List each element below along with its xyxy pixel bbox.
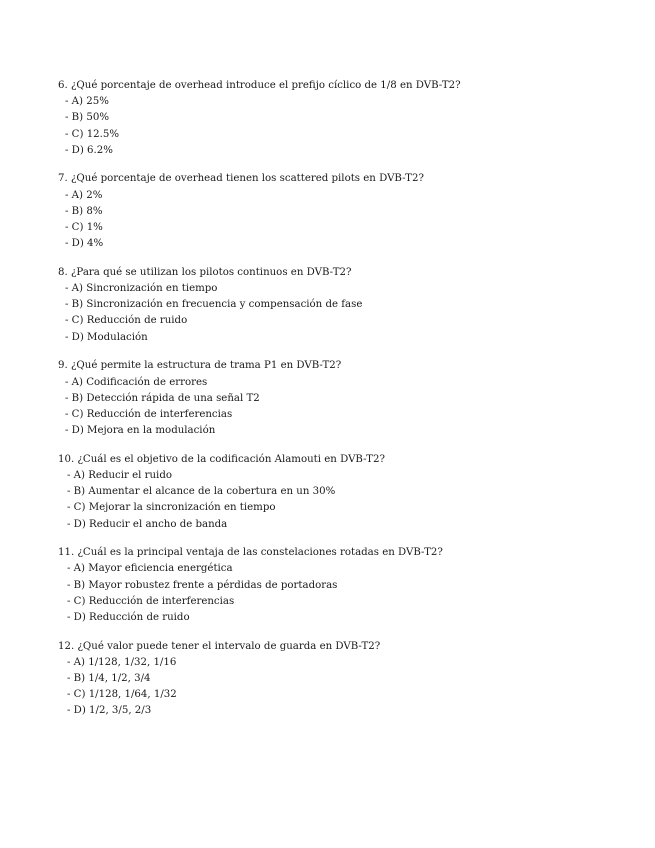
option-b: - B) Detección rápida de una señal T2 xyxy=(65,392,260,404)
question-11 xyxy=(58,545,638,626)
option-d: - D) 1/2, 3/5, 2/3 xyxy=(67,705,152,717)
question-6 xyxy=(58,78,638,159)
option-b: - B) 1/4, 1/2, 3/4 xyxy=(67,673,151,684)
question-title: 11. ¿Cuál es la principal ventaja de las constelaciones rotadas en DVB-T2? xyxy=(58,547,443,559)
question-10 xyxy=(58,452,638,533)
option-c: - C) 1/128, 1/64, 1/32 xyxy=(67,689,177,701)
option-d: - D) 6.2% xyxy=(65,144,113,156)
option-c: - C) Mejorar la sincronización en tiempo xyxy=(67,502,276,514)
option-a: - A) 1/128, 1/32, 1/16 xyxy=(67,656,177,668)
question-title: 12. ¿Qué valor puede tener el intervalo de guarda en DVB-T2? xyxy=(58,640,381,652)
option-list xyxy=(58,655,638,720)
option-b: - B) 8% xyxy=(65,205,103,217)
option-d: - D) 4% xyxy=(65,238,104,250)
option-c: - C) 12.5% xyxy=(65,128,120,140)
option-d: - D) Reducir el ancho de banda xyxy=(67,518,228,530)
option-b: - B) Mayor robustez frente a pérdidas de portadoras xyxy=(67,579,338,591)
option-list xyxy=(58,94,638,159)
option-d: - D) Modulación xyxy=(65,331,148,343)
option-list xyxy=(58,375,638,440)
option-d: - D) Reducción de ruido xyxy=(67,611,190,623)
option-b: - B) Sincronización en frecuencia y compensación de fase xyxy=(65,299,363,311)
option-a: - A) Sincronización en tiempo xyxy=(65,283,218,295)
option-b: - B) 50% xyxy=(65,112,110,124)
option-list xyxy=(58,281,638,346)
option-b: - B) Aumentar el alcance de la cobertura en un 30% xyxy=(67,486,336,498)
question-title: 8. ¿Para qué se utilizan los pilotos continuos en DVB-T2? xyxy=(58,266,352,278)
question-9 xyxy=(58,358,638,439)
question-title: 7. ¿Qué porcentaje de overhead tienen los scattered pilots en DVB-T2? xyxy=(58,173,424,185)
option-a: - A) 2% xyxy=(65,189,103,201)
option-list xyxy=(58,468,638,533)
option-a: - A) Reducir el ruido xyxy=(67,469,172,481)
option-list xyxy=(58,561,638,626)
option-a: - A) Mayor eficiencia energética xyxy=(67,563,233,575)
document-page xyxy=(58,78,638,732)
option-c: - C) Reducción de ruido xyxy=(65,315,188,327)
option-c: - C) Reducción de interferencias xyxy=(67,595,235,607)
question-title: 10. ¿Cuál es el objetivo de la codificación Alamouti en DVB-T2? xyxy=(58,453,385,465)
option-c: - C) 1% xyxy=(65,222,103,233)
option-a: - A) Codificación de errores xyxy=(65,376,208,388)
question-12 xyxy=(58,639,638,720)
question-title: 9. ¿Qué permite la estructura de trama P1 en DVB-T2? xyxy=(58,360,342,372)
option-c: - C) Reducción de interferencias xyxy=(65,408,233,420)
option-d: - D) Mejora en la modulación xyxy=(65,425,216,437)
option-a: - A) 25% xyxy=(65,96,109,108)
question-title: 6. ¿Qué porcentaje de overhead introduce el prefijo cíclico de 1/8 en DVB-T2? xyxy=(58,80,461,91)
question-8 xyxy=(58,265,638,346)
question-7 xyxy=(58,171,638,252)
option-list xyxy=(58,188,638,253)
